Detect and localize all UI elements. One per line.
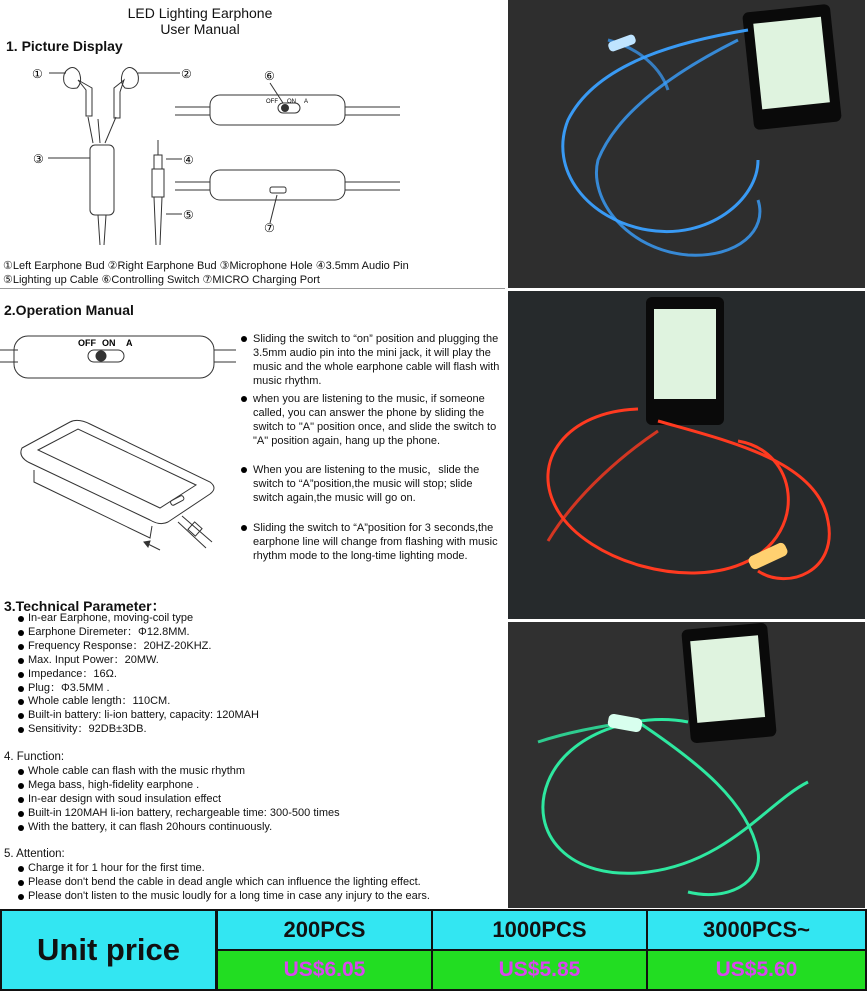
operation-diagram: [0, 322, 240, 552]
parameter-item: Impedance：16Ω.: [16, 668, 259, 682]
product-photo-blue: [508, 0, 865, 288]
photo-blue-scene: [508, 0, 865, 288]
operation-item: when you are listening to the music, if someone called, you can answer the phone by sliding the switch to "A" position once, and slide the switch to "A" position again, hang up the phone.: [240, 392, 505, 448]
op-a-label: A: [126, 338, 133, 348]
audio-pin-icon: [152, 140, 164, 245]
parameter-item: Max. Input Power：20MW.: [16, 654, 259, 668]
parameter-item: Earphone Diremeter：Φ12.8MM.: [16, 626, 259, 640]
function-item: Built-in 120MAH li-ion battery, rechargeable time: 300-500 times: [16, 807, 340, 821]
function-item: Mega bass, high-fidelity earphone .: [16, 779, 340, 793]
label-7: ⑦: [264, 221, 275, 235]
legend-line-2: ⑤Lighting up Cable ⑥Controlling Switch ⑦MICRO Charging Port: [3, 274, 320, 286]
product-photo-red: [508, 291, 865, 619]
section-function-title: 4. Function:: [4, 751, 65, 763]
switch-on-label: ON: [287, 99, 296, 105]
parameter-item: Sensitivity：92DB±3DB.: [16, 723, 259, 737]
phone-screen: [690, 635, 765, 723]
label-5: ⑤: [183, 208, 194, 222]
parameter-item: Built-in battery: li-ion battery, capacity: 120MAH: [16, 709, 259, 723]
divider: [0, 288, 505, 289]
function-list: [16, 765, 340, 835]
microphone-module-icon: [90, 145, 114, 215]
phone-screen: [654, 309, 716, 399]
audio-plug-icon: [178, 516, 212, 548]
label-4: ④: [183, 153, 194, 167]
parameter-item: Plug：Φ3.5MM .: [16, 682, 259, 696]
phone-outline-icon: [21, 420, 214, 538]
charging-port-module-icon: [175, 170, 400, 200]
arrow-icon: [144, 541, 160, 550]
attention-list: [16, 862, 430, 904]
parameter-item: Frequency Response：20HZ-20KHZ.: [16, 640, 259, 654]
section-technical-title: 3.Technical Parameter：: [4, 598, 166, 614]
function-item: In-ear design with soud insulation effect: [16, 793, 340, 807]
parameter-item: In-ear Earphone, moving-coil type: [16, 612, 259, 626]
product-photo-green: [508, 622, 865, 908]
attention-item: Charge it for 1 hour for the first time.: [16, 862, 430, 876]
switch-a-label: A: [304, 99, 309, 105]
operation-item: When you are listening to the music，slide the switch to “A”position,the music will stop; slide switch again,the music will go on.: [240, 463, 505, 505]
right-earphone-bud-icon: [114, 68, 138, 119]
unit-price-label: Unit price: [2, 911, 215, 989]
operation-item: Sliding the switch to “on” position and plugging the 3.5mm audio pin into the mini jack, it will play the music and the whole earphone cable will flash with music rhythm.: [240, 332, 505, 388]
section-attention-title: 5. Attention:: [4, 848, 65, 860]
section-operation-title: 2.Operation Manual: [4, 302, 134, 318]
tier-qty-1000: 1000PCS: [433, 911, 646, 949]
switch-off-label: OFF: [266, 99, 278, 105]
tier-qty-200: 200PCS: [218, 911, 431, 949]
attention-item: Please don't listen to the music loudly for a long time in case any injury to the ears.: [16, 890, 430, 904]
label-1: ①: [32, 67, 43, 81]
manual-subtitle: User Manual: [160, 21, 240, 37]
op-off-label: OFF: [78, 338, 96, 348]
op-on-label: ON: [102, 338, 116, 348]
left-earphone-bud-icon: [64, 68, 92, 117]
label-2: ②: [181, 67, 192, 81]
tier-qty-3000: 3000PCS~: [648, 911, 865, 949]
photo-green-scene: [508, 622, 865, 908]
section-picture-display-title: 1. Picture Display: [6, 38, 123, 54]
earphone-diagram: [0, 55, 505, 255]
tier-price-3000: US$5.60: [648, 951, 865, 989]
price-table: [0, 909, 867, 991]
tier-price-1000: US$5.85: [433, 951, 646, 989]
parameter-item: Whole cable length：110CM.: [16, 695, 259, 709]
parameter-list: [16, 612, 259, 737]
legend-line-1: ①Left Earphone Bud ②Right Earphone Bud ③Microphone Hole ④3.5mm Audio Pin: [3, 260, 409, 272]
photo-red-scene: [508, 291, 865, 619]
attention-item: Please don't bend the cable in dead angle which can influence the lighting effect.: [16, 876, 430, 890]
operation-list: [240, 332, 505, 563]
function-item: Whole cable can flash with the music rhythm: [16, 765, 340, 779]
manual-title: LED Lighting Earphone: [127, 5, 273, 21]
label-6: ⑥: [264, 69, 275, 83]
switch-module-large-icon: [0, 336, 236, 378]
phone-screen: [753, 17, 830, 110]
function-item: With the battery, it can flash 20hours continuously.: [16, 821, 340, 835]
tier-price-200: US$6.05: [218, 951, 431, 989]
operation-item: Sliding the switch to “A”position for 3 seconds,the earphone line will change from flashing with music rhythm mode to the long-time lighting mode.: [240, 521, 505, 563]
label-3: ③: [33, 152, 44, 166]
